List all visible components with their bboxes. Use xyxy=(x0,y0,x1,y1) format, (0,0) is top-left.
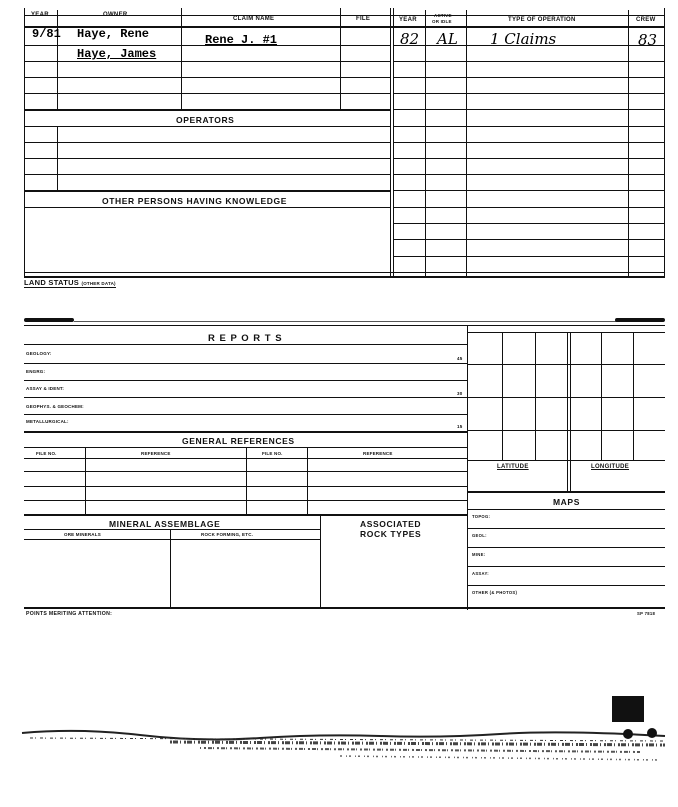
header-type-of-operation: TYPE OF OPERATION xyxy=(508,17,576,23)
reports-heading: R E P O R T S xyxy=(208,333,283,344)
rock-types-heading: ROCK TYPES xyxy=(360,529,422,539)
maps-heading: MAPS xyxy=(553,497,580,507)
report-label-engrg: ENGRG: xyxy=(26,369,46,374)
maps-other: OTHER (& PHOTOS) xyxy=(472,590,518,595)
other-persons-heading: OTHER PERSONS HAVING KNOWLEDGE xyxy=(102,196,288,206)
report-label-geophys: GEOPHYS. & GEOCHEM: xyxy=(26,404,84,409)
row-owner: Haye, Rene xyxy=(77,27,150,41)
ref-header-reference-2: REFERENCE xyxy=(363,451,393,456)
operation-crew: 83 xyxy=(638,31,658,49)
report-label-assay: ASSAY & IDENT: xyxy=(26,386,65,391)
header-or-idle: OR IDLE xyxy=(432,19,452,24)
report-label-geology: GEOLOGY: xyxy=(26,351,52,356)
operation-year: 82 xyxy=(400,30,420,48)
mineral-assemblage-heading: MINERAL ASSEMBLAGE xyxy=(109,519,221,529)
operation-active-or-idle: AL xyxy=(437,30,458,48)
points-meriting-attention: POINTS MERITING ATTENTION: xyxy=(26,611,113,617)
general-references-heading: GENERAL REFERENCES xyxy=(182,436,295,446)
form-number: SP 7818 xyxy=(637,611,656,616)
row-owner-2: Haye, James xyxy=(77,47,157,61)
land-status-label xyxy=(24,278,116,288)
maps-assay: ASSAY: xyxy=(472,571,489,576)
operation-type: 1 Claims xyxy=(490,30,557,48)
header-owner: OWNER xyxy=(103,12,128,18)
header-claim-name: CLAIM NAME xyxy=(233,16,275,22)
ore-minerals-heading: ORE MINERALS xyxy=(64,532,101,537)
land-status-sub: (OTHER DATA) xyxy=(81,281,116,286)
land-status-text: LAND STATUS xyxy=(24,278,80,287)
ref-header-file-no-2: FILE NO. xyxy=(262,451,283,456)
longitude-label: LONGITUDE xyxy=(591,464,630,470)
ref-header-reference-1: REFERENCE xyxy=(141,451,171,456)
header-active: ACTIVE xyxy=(434,13,452,18)
header-crew: CREW xyxy=(636,17,656,23)
associated-heading: ASSOCIATED xyxy=(360,519,422,529)
latitude-label: LATITUDE xyxy=(497,464,529,470)
operators-heading: OPERATORS xyxy=(176,115,235,125)
report-label-metallurgical: METALLURGICAL: xyxy=(26,419,69,424)
header-year-2: YEAR xyxy=(399,17,417,23)
report-code-metallurgical: 15 xyxy=(457,424,463,429)
maps-mine: MINE: xyxy=(472,552,486,557)
ref-header-file-no-1: FILE NO. xyxy=(36,451,57,456)
row-claim-name: Rene J. #1 xyxy=(205,33,278,47)
maps-geol: GEOL: xyxy=(472,533,487,538)
row-year: 9/81 xyxy=(32,27,61,41)
report-code-assay: 30 xyxy=(457,391,463,396)
maps-topog: TOPOG: xyxy=(472,514,491,519)
report-code-geology: 45 xyxy=(457,356,463,361)
header-file: FILE xyxy=(356,16,371,22)
header-year: YEAR xyxy=(31,12,49,18)
rock-forming-heading: ROCK FORMING, ETC. xyxy=(201,532,254,537)
